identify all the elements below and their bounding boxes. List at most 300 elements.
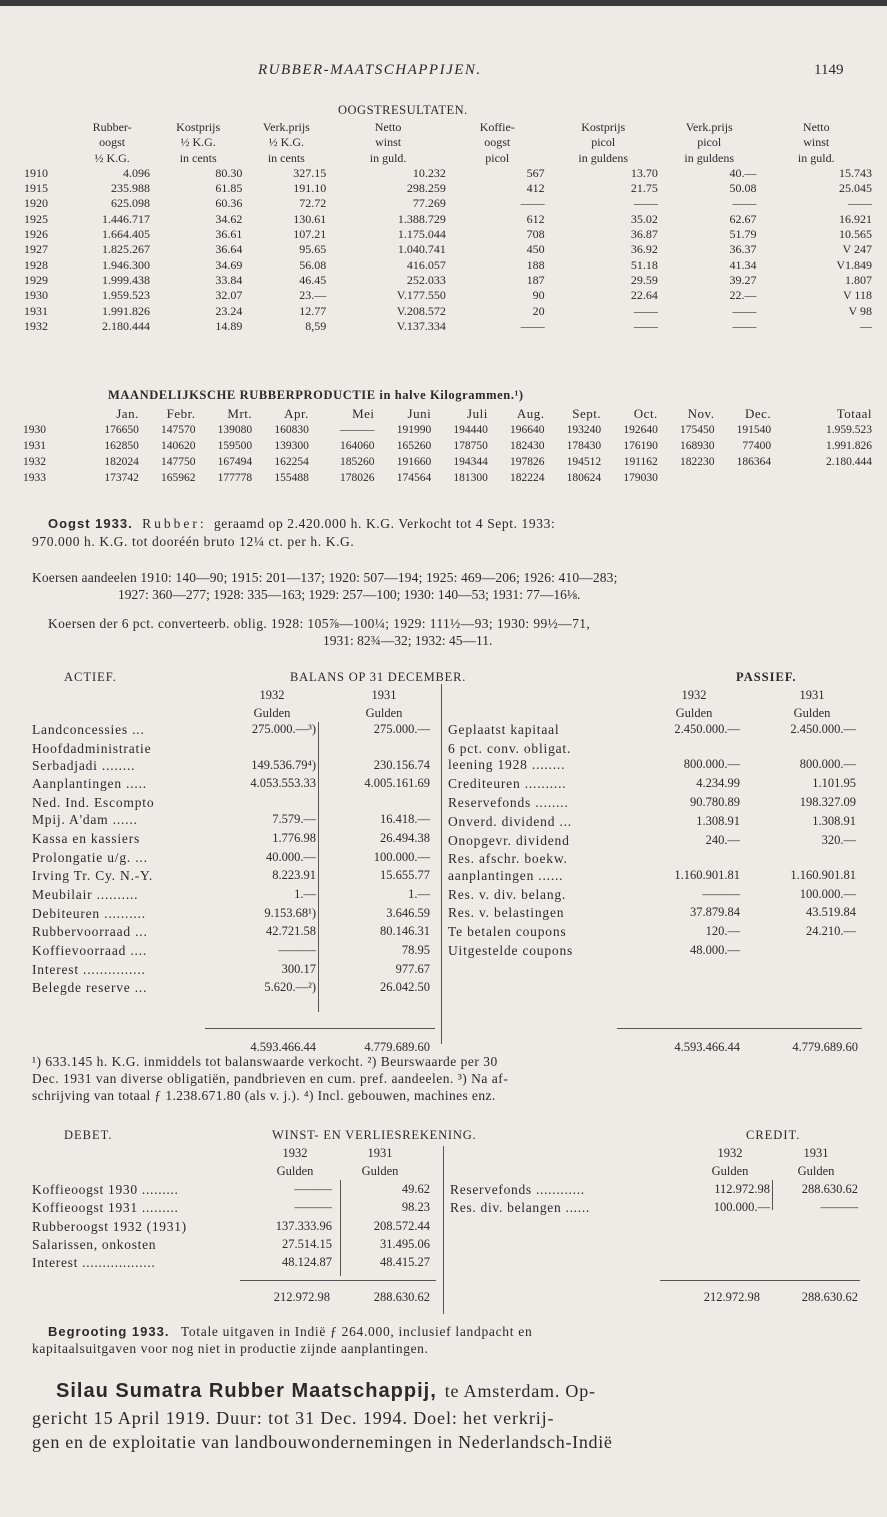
balans-right-label: Onverd. dividend ... (448, 813, 572, 829)
oogst-header-cell: in guld. (797, 150, 835, 165)
maand-value-cell: 2.180.444 (826, 456, 872, 468)
winst-right-year-1931: 1931 (803, 1146, 829, 1160)
oogst-value-cell: 36.92 (630, 242, 658, 257)
balans-left-year-1931: 1931 (371, 688, 397, 702)
oogst-value-cell: 90 (532, 288, 545, 303)
oogst-value-cell: 51.79 (729, 227, 757, 242)
oogst-value-cell: —— (633, 303, 658, 318)
maand-header-row (22, 406, 873, 422)
oogst-value-cell: — (860, 318, 872, 333)
balans-right-value-1932: 37.879.84 (690, 905, 740, 920)
oogst-value-cell: V 98 (848, 303, 872, 318)
balans-right-label: Uitgestelde coupons (448, 943, 574, 958)
maand-table (22, 406, 873, 486)
oogst-value-cell: 32.07 (215, 288, 243, 303)
oogst-value-cell: 51.18 (630, 257, 658, 272)
silau-line2: gericht 15 April 1919. Duur: tot 31 Dec. 1994. Doel: het verkrij- (32, 1408, 555, 1428)
maand-value-cell: 182430 (510, 440, 545, 452)
oogst-value-cell: 1.388.729 (397, 211, 446, 226)
maand-value-cell: 173742 (104, 472, 139, 484)
oogst-header-cell: picol (485, 150, 510, 165)
balans-right-value-1931: 1.101.95 (812, 776, 856, 791)
oogst-row (24, 166, 874, 181)
winst-left-value-1931: 98.23 (401, 1200, 430, 1215)
winst-total-left-1932: 212.972.98 (273, 1290, 330, 1304)
winst-total-right-1932: 212.972.98 (703, 1290, 760, 1304)
maand-value-cell: 177778 (217, 472, 253, 484)
maand-header-cell: Sept. (572, 406, 602, 421)
oogst-value-cell: 450 (526, 242, 545, 257)
maand-value-cell: 174564 (396, 472, 432, 484)
winst-debet-label: DEBET. (64, 1128, 113, 1142)
balans-left-value-1932: 42.721.58 (266, 924, 316, 939)
maand-value-cell: 159500 (217, 440, 253, 452)
maand-value-cell: 178750 (453, 440, 488, 452)
oogst-value-cell: 2.180.444 (102, 318, 151, 333)
maand-row (22, 422, 873, 438)
maand-row (22, 470, 873, 486)
oogst-value-cell: 13.70 (630, 165, 658, 180)
winst-left-value-1932: 137.333.96 (275, 1218, 332, 1233)
balans-right-label: aanplantingen ...... (448, 867, 564, 883)
balans-left-value-1931: 1.— (408, 886, 430, 901)
oogst-value-cell: 60.36 (215, 196, 243, 211)
winst-title: WINST- EN VERLIESREKENING. (272, 1128, 477, 1142)
winst-left-label: Koffieoogst 1931 ......... (32, 1200, 179, 1216)
oogst-year-cell: 1925 (24, 211, 48, 226)
maand-value-cell: 164060 (340, 440, 375, 452)
winst-left-value-1932: 27.514.15 (282, 1236, 332, 1251)
balans-left-value-1932: 300.17 (281, 961, 316, 976)
maand-value-cell: 182230 (679, 456, 715, 468)
oogst-value-cell: 33.84 (215, 272, 243, 287)
maand-value-cell (715, 470, 772, 486)
oogst-header-cell: Verk.prijs (262, 120, 310, 134)
oogst-header-cell (24, 151, 72, 166)
oogst-value-cell: 1.825.267 (102, 242, 151, 257)
balans-total-rule-left (205, 1028, 435, 1029)
oogst-row (24, 288, 874, 303)
maand-header-cell: Dec. (744, 406, 772, 421)
oogst-value-cell: V.177.550 (396, 288, 446, 303)
maand-value-cell: 140620 (161, 440, 196, 452)
oogst-value-cell: 23.— (299, 288, 327, 303)
footnote-line2: Dec. 1931 van diverse obligatiën, pandbrieven en cum. pref. aandeelen. ³) Na af- (32, 1071, 509, 1086)
maand-year-cell: 1933 (23, 472, 46, 484)
oogst-1933-text1: geraamd op 2.420.000 h. K.G. Verkocht tot 4 Sept. 1933: (213, 516, 556, 531)
balans-right-value-1931: 100.000.— (799, 886, 856, 901)
oogst-header-row (24, 151, 874, 166)
oogst-value-cell: 22.64 (630, 288, 658, 303)
maand-row (22, 438, 873, 454)
oogst-value-cell: V 118 (842, 288, 872, 303)
balans-right-value-1931: 198.327.09 (799, 794, 856, 809)
oogst-year-cell: 1930 (24, 288, 48, 303)
winst-right-value-1932: 100.000.— (713, 1200, 770, 1215)
balans-actief-label: ACTIEF. (64, 670, 117, 684)
maand-value-cell: 193240 (566, 424, 602, 436)
oogst-value-cell: 4.096 (123, 165, 151, 180)
winst-total-right-1931: 288.630.62 (801, 1290, 858, 1304)
balans-left-value-1932: ——— (278, 943, 316, 957)
oogst-1933-lead: Oogst 1933. (48, 516, 133, 531)
winst-credit-label: CREDIT. (746, 1128, 801, 1142)
winst-left-label: Salarissen, onkosten (32, 1236, 157, 1252)
oogst-value-cell: 22.— (729, 288, 757, 303)
oogst-value-cell: 708 (526, 227, 545, 242)
winst-left-value-1931: 208.572.44 (373, 1218, 430, 1233)
maand-title: MAANDELIJKSCHE RUBBERPRODUCTIE in halve Kilogrammen.¹) (108, 388, 524, 402)
balans-right-year-1932: 1932 (681, 688, 707, 702)
maand-header-cell: Aug. (516, 406, 545, 421)
balans-left-value-1932: 275.000.—³) (251, 722, 316, 736)
oogst-value-cell: 298.259 (406, 181, 446, 196)
balans-left-value-1931: 977.67 (395, 961, 430, 976)
oogst-value-cell: 107.21 (293, 227, 327, 242)
oogst-header-cell: ½ K.G. (94, 150, 130, 165)
winst-left-label: Interest .................. (32, 1255, 156, 1271)
balans-total-left-1932: 4.593.466.44 (250, 1040, 316, 1054)
page-top-edge (0, 0, 887, 6)
balans-right-label: 6 pct. conv. obligat. (448, 740, 572, 756)
silau-line1-rest: te Amsterdam. Op- (444, 1381, 596, 1401)
maand-value-cell: ——— (340, 424, 375, 436)
balans-total-right-1932: 4.593.466.44 (674, 1040, 740, 1054)
oogst-value-cell: 72.72 (299, 196, 327, 211)
oogst-header-cell: Netto (374, 120, 402, 134)
balans-right-value-1932: 1.160.901.81 (674, 867, 740, 882)
oogst-value-cell: 1.664.405 (102, 227, 151, 242)
maand-value-cell: 165260 (396, 440, 432, 452)
maand-value-cell: 194512 (566, 456, 602, 468)
maand-value-cell: 191540 (736, 424, 772, 436)
oogst-value-cell: 16.921 (839, 211, 872, 226)
winst-total-left-1931: 288.630.62 (373, 1290, 430, 1304)
balans-right-label: leening 1928 ........ (448, 757, 566, 773)
balans-right-label: Reservefonds ........ (448, 794, 569, 810)
silau-company-name: Silau Sumatra Rubber Maatschappij, (56, 1380, 437, 1402)
balans-left-label: Aanplantingen ..... (32, 776, 147, 792)
maand-value-cell: 155488 (274, 472, 309, 484)
maand-header-cell: Mei (352, 406, 375, 421)
oogst-header-cell: in cents (179, 150, 217, 165)
silau-line3: gen en de exploitatie van landbouwondernemingen in Nederlandsch-Indië (32, 1432, 613, 1452)
balans-right-value-1931: 24.210.— (806, 924, 856, 939)
oogst-header-cell (24, 120, 72, 135)
oogst-header-cell: ½ K.G. (180, 135, 216, 150)
balans-left-label: Koffievoorraad .... (32, 943, 148, 958)
maand-value-cell: 77400 (742, 440, 772, 452)
balans-left-label: Kassa en kassiers (32, 830, 141, 846)
oogst-row (24, 319, 874, 334)
oogst-header-cell: Rubber- (92, 120, 132, 134)
oogst-value-cell: 1.175.044 (397, 227, 446, 242)
balans-left-label: Irving Tr. Cy. N.-Y. (32, 868, 154, 884)
oogst-value-cell: 15.743 (839, 165, 872, 180)
maand-header-cell: Oct. (633, 406, 658, 421)
maand-value-cell: 147570 (161, 424, 196, 436)
maand-value-cell: 176650 (104, 424, 139, 436)
balans-left-value-1932: 8.223.91 (272, 868, 316, 883)
oogst-row (24, 273, 874, 288)
oogst-1933-line1 (48, 516, 555, 532)
balans-left-label: Debiteuren .......... (32, 905, 146, 921)
balans-left-value-1932: 9.153.68¹) (264, 905, 316, 920)
winst-left-value-1931: 48.415.27 (380, 1255, 430, 1270)
maand-year-cell: 1932 (23, 456, 46, 468)
oogst-header-cell: Koffie- (479, 120, 515, 134)
oogst-header-cell: Kostprijs (176, 120, 221, 134)
oogst-value-cell: 61.85 (215, 181, 243, 196)
balans-left-value-1932: 5.620.—²) (264, 980, 316, 995)
oogst-header-cell: winst (803, 135, 830, 150)
oogst-header-cell: Kostprijs (581, 120, 626, 134)
oogst-value-cell: 130.61 (293, 211, 327, 226)
winst-left-value-1932: ——— (294, 1200, 332, 1215)
oogst-value-cell: 95.65 (299, 242, 327, 257)
maand-value-cell: 182024 (104, 456, 139, 468)
maand-row (22, 454, 873, 470)
oogst-value-cell: —— (732, 318, 757, 333)
maand-value-cell: 196640 (510, 424, 545, 436)
maand-value-cell: 167494 (217, 456, 253, 468)
balans-right-value-1932: 120.— (705, 924, 740, 939)
balans-left-value-1931: 3.646.59 (386, 905, 430, 920)
balans-left-value-1932: 149.536.79⁴) (251, 757, 316, 772)
oogst-value-cell: 41.34 (729, 257, 757, 272)
maand-value-cell: 162850 (104, 440, 139, 452)
maand-value-cell: 191660 (396, 456, 432, 468)
balans-right-value-1931: 2.450.000.— (790, 722, 856, 736)
oogst-value-cell: V 247 (842, 242, 872, 257)
oogst-value-cell: 10.565 (839, 227, 872, 242)
oogst-value-cell: 14.89 (215, 318, 243, 333)
balans-total-left-1931: 4.779.689.60 (364, 1040, 430, 1054)
oogst-value-cell: 567 (526, 165, 545, 180)
oogst-header-cell: oogst (99, 135, 126, 150)
oogst-value-cell: —— (520, 318, 545, 333)
page-number: 1149 (814, 62, 844, 78)
balans-left-value-1931: 26.494.38 (380, 830, 430, 845)
maand-value-cell: 162254 (274, 456, 309, 468)
balans-right-label: Crediteuren .......... (448, 776, 567, 792)
balans-right-value-1931: 800.000.— (799, 757, 856, 772)
oogst-year-cell: 1929 (24, 272, 48, 287)
balans-left-value-1931: 100.000.— (373, 849, 430, 864)
oogst-year-cell: 1910 (24, 165, 48, 180)
oogst-value-cell: 35.02 (630, 211, 658, 226)
oogst-1933-label: Rubber: (142, 516, 207, 531)
oogst-row (24, 304, 874, 319)
balans-left-value-1932: 1.— (294, 886, 316, 901)
balans-total-rule-right (617, 1028, 862, 1029)
maand-year-cell: 1931 (23, 440, 46, 452)
oogst-value-cell: 412 (526, 181, 545, 196)
oogst-header-cell (24, 135, 72, 150)
oogst-year-cell: 1915 (24, 181, 48, 196)
oogst-value-cell: 188 (526, 257, 545, 272)
begrooting-text1: Totale uitgaven in Indië ƒ 264.000, inclusief landpacht en (180, 1324, 533, 1339)
maand-value-cell: 180624 (566, 472, 602, 484)
maand-header-cell: Mrt. (227, 406, 253, 421)
oogst-value-cell: 1.959.523 (102, 288, 151, 303)
maand-value-cell: 194344 (453, 456, 488, 468)
balans-right-value-1932: 800.000.— (683, 757, 740, 772)
balans-right-value-1932: 48.000.— (690, 943, 740, 957)
oogst-header-cell: winst (375, 135, 402, 150)
maand-header-cell: Jan. (116, 406, 139, 421)
oogst-value-cell: 39.27 (729, 272, 757, 287)
maand-header-cell: Totaal (836, 406, 872, 421)
balans-left-value-1931: 15.655.77 (380, 868, 430, 883)
winst-total-rule-left (240, 1280, 436, 1281)
oogst-value-cell: V1.849 (836, 257, 872, 272)
oogst-value-cell: 12.77 (299, 303, 327, 318)
balans-left-value-1931: 4.005.161.69 (364, 776, 430, 791)
balans-right-label: Te betalen coupons (448, 924, 567, 940)
maand-value-cell: 182224 (510, 472, 545, 484)
oogst-value-cell: 416.057 (406, 257, 446, 272)
oogst-year-cell: 1932 (24, 318, 48, 333)
balans-divider-left (318, 722, 319, 1012)
footnote-line3: schrijving van totaal ƒ 1.238.671.80 (als v. j.). ⁴) Incl. gebouwen, machines enz. (32, 1088, 496, 1103)
oogst-header-cell: in cents (267, 150, 305, 165)
balans-right-value-1932: 2.450.000.— (674, 722, 740, 736)
oogst-year-cell: 1926 (24, 227, 48, 242)
oogst-value-cell: V.208.572 (396, 303, 446, 318)
oogst-header-cell: Verk.prijs (685, 120, 733, 134)
oogst-header-row (24, 135, 874, 150)
oogst-value-cell: 36.87 (630, 227, 658, 242)
oogst-value-cell: 1.946.300 (102, 257, 151, 272)
maand-value-cell: 197826 (510, 456, 545, 468)
begrooting-line1 (48, 1324, 532, 1340)
balans-left-value-1931: 16.418.— (380, 812, 430, 827)
balans-divider-center (441, 684, 442, 1044)
oogst-value-cell: 56.08 (299, 257, 327, 272)
oogst-header-cell: picol (697, 135, 722, 150)
maand-header-cell: Nov. (687, 406, 715, 421)
running-title: RUBBER-MAATSCHAPPIJEN. (258, 62, 482, 78)
winst-right-year-1932: 1932 (717, 1146, 743, 1160)
balans-right-gulden-1931: Gulden (793, 706, 831, 720)
oogst-value-cell: 77.269 (412, 196, 446, 211)
oogst-value-cell: 1.999.438 (102, 272, 151, 287)
maand-value-cell: 185260 (340, 456, 375, 468)
oogst-header-cell: Netto (802, 120, 830, 134)
begrooting-lead: Begrooting 1933. (48, 1324, 170, 1339)
maand-value-cell: 165962 (161, 472, 196, 484)
winst-left-gulden-1931: Gulden (361, 1164, 399, 1178)
balans-right-value-1931: 1.160.901.81 (790, 867, 856, 882)
balans-right-gulden-1932: Gulden (675, 706, 713, 720)
maand-header-cell: Febr. (166, 406, 196, 421)
oogst-row (24, 212, 874, 227)
balans-right-label: Geplaatst kapitaal (448, 722, 560, 737)
maand-value-cell: 176190 (623, 440, 658, 452)
oogst-value-cell: —— (633, 318, 658, 333)
winst-right-gulden-1932: Gulden (711, 1164, 749, 1178)
oogst-value-cell: —— (848, 196, 872, 211)
maand-value-cell: 191990 (396, 424, 432, 436)
oogst-year-cell: 1931 (24, 303, 48, 318)
oogst-value-cell: —— (520, 196, 545, 211)
oogst-value-cell: 191.10 (293, 181, 327, 196)
oogst-row (24, 227, 874, 242)
oogst-value-cell: 36.37 (729, 242, 757, 257)
winst-right-gulden-1931: Gulden (797, 1164, 835, 1178)
balans-left-value-1932: 40.000.— (266, 849, 316, 864)
maand-value-cell: 175450 (679, 424, 715, 436)
winst-divider-right (772, 1180, 773, 1210)
balans-right-value-1932: 90.780.89 (690, 794, 740, 809)
oogst-title: OOGSTRESULTATEN. (338, 103, 468, 117)
balans-left-value-1932: 7.579.— (272, 812, 316, 827)
oogst-value-cell: 1.040.741 (397, 242, 446, 257)
winst-left-value-1932: 48.124.87 (282, 1255, 332, 1270)
maand-value-cell: 1.959.523 (826, 424, 872, 436)
koersen-line2: 1927: 360—277; 1928: 335—163; 1929: 257—100; 1930: 140—53; 1931: 77—16⅛. (118, 587, 581, 602)
oogst-header-cell: in guld. (369, 150, 407, 165)
balans-left-year-1932: 1932 (259, 688, 285, 702)
balans-total-right-1931: 4.779.689.60 (792, 1040, 858, 1054)
oogst-value-cell: 10.232 (412, 165, 446, 180)
oogst-row (24, 258, 874, 273)
balans-left-value-1931: 275.000.— (373, 722, 430, 736)
oogst-value-cell: 62.67 (729, 211, 757, 226)
maand-value-cell: 147750 (161, 456, 196, 468)
winst-left-gulden-1932: Gulden (276, 1164, 314, 1178)
balans-title: BALANS OP 31 DECEMBER. (290, 670, 467, 684)
oogst-1933-text2: 970.000 h. K.G. tot dooréén bruto 12¼ ct. per h. K.G. (32, 534, 355, 549)
balans-left-gulden-1931: Gulden (365, 706, 403, 720)
balans-right-value-1932: ——— (702, 886, 740, 901)
oogst-header-cell: oogst (484, 135, 511, 150)
oogst-value-cell: 36.61 (215, 227, 243, 242)
koersen-line1: Koersen aandeelen 1910: 140—90; 1915: 201—137; 1920: 507—194; 1925: 469—206; 1926: 410—283; (32, 570, 618, 585)
balans-left-label: Interest ............... (32, 961, 146, 977)
winst-total-rule-right (660, 1280, 860, 1281)
balans-right-value-1931: 1.308.91 (812, 813, 856, 828)
balans-right-value-1932: 4.234.99 (696, 776, 740, 791)
oogst-value-cell: —— (732, 196, 757, 211)
oogst-value-cell: 23.24 (215, 303, 243, 318)
winst-left-year-1932: 1932 (282, 1146, 308, 1160)
koersen-line3: Koersen der 6 pct. converteerb. oblig. 1928: 105⅞—100¼; 1929: 111½—93; 1930: 99½—71, (48, 616, 591, 631)
balans-right-label: Onopgevr. dividend (448, 832, 570, 848)
oogst-value-cell: 36.64 (215, 242, 243, 257)
oogst-value-cell: 50.08 (729, 181, 757, 196)
maand-value-cell: 178430 (566, 440, 602, 452)
oogst-value-cell: —— (732, 303, 757, 318)
maand-value-cell: 168930 (679, 440, 715, 452)
maand-value-cell: 178026 (340, 472, 375, 484)
winst-left-label: Koffieoogst 1930 ......... (32, 1182, 179, 1197)
oogst-value-cell: 1.807 (845, 272, 872, 287)
oogst-year-cell: 1928 (24, 257, 48, 272)
maand-year-cell: 1930 (23, 424, 46, 436)
oogst-year-cell: 1927 (24, 242, 48, 257)
silau-line1 (56, 1380, 596, 1403)
maand-value-cell: 139080 (217, 424, 253, 436)
balans-left-value-1931: 26.042.50 (380, 980, 430, 995)
winst-left-value-1931: 31.495.06 (380, 1236, 430, 1251)
balans-right-value-1932: 1.308.91 (696, 813, 740, 828)
oogst-value-cell: 8,59 (305, 318, 327, 333)
maand-value-cell: 1.991.826 (826, 440, 872, 452)
winst-left-value-1932: ——— (294, 1182, 332, 1196)
oogst-value-cell: 34.69 (215, 257, 243, 272)
